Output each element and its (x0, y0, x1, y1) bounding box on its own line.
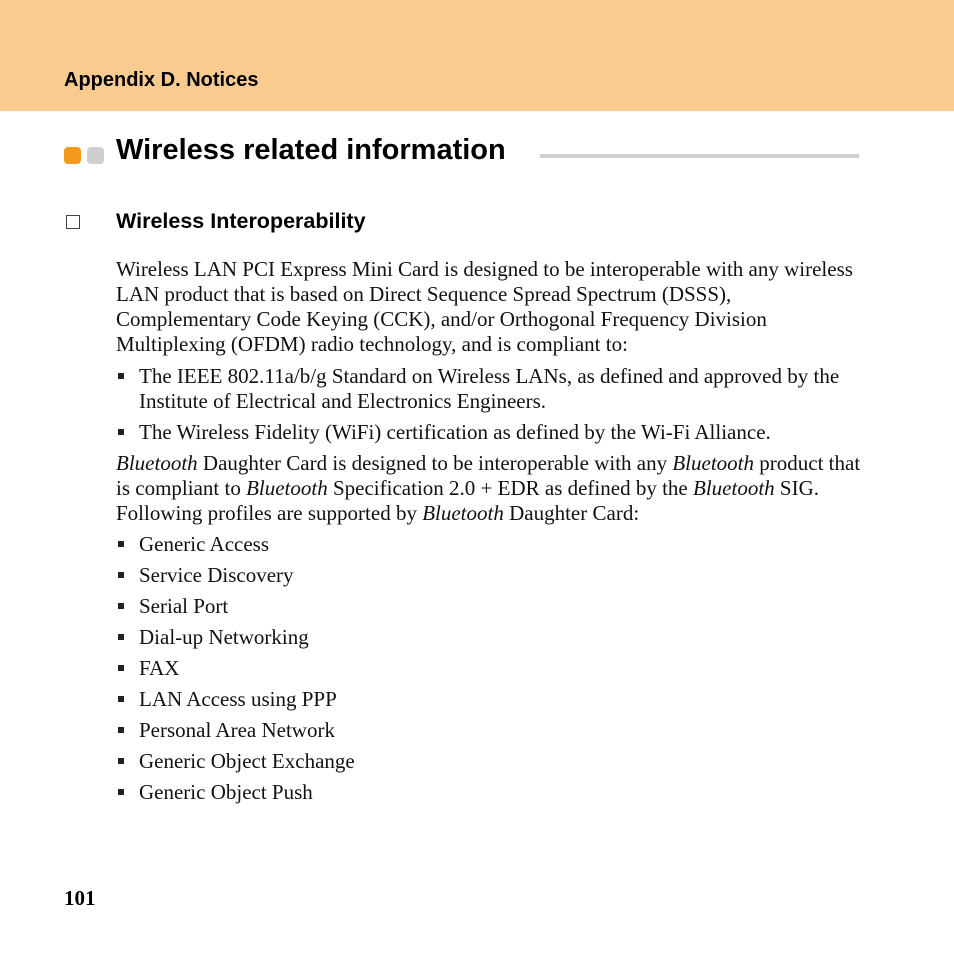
text-span: Specification 2.0 + EDR as defined by the (327, 476, 693, 500)
body-content (116, 257, 866, 811)
square-bullet-icon (66, 215, 80, 229)
text-span: product that is compliant to (116, 451, 861, 500)
bluetooth-term: Bluetooth (693, 476, 775, 500)
standards-list (116, 364, 866, 445)
list-item: Personal Area Network (116, 718, 866, 743)
list-item: Service Discovery (116, 563, 866, 588)
bluetooth-term: Bluetooth (116, 451, 198, 475)
paragraph-interoperability: Wireless LAN PCI Express Mini Card is designed to be interoperable with any wireless LAN product that is based on Direct Sequence Spread Spectrum (DSSS), Complementary Code Keying (CCK), and/or Orthogonal Frequency Division Multiplexing (OFDM) radio technology, and is compliant to: (116, 257, 853, 356)
title-rule (540, 154, 859, 158)
list-item: Serial Port (116, 594, 866, 619)
page-number: 101 (64, 886, 96, 910)
bluetooth-term: Bluetooth (246, 476, 328, 500)
text-span: SIG. Following profiles are supported by (116, 476, 819, 525)
orange-square-icon (64, 147, 81, 164)
header-title: Appendix D. Notices (64, 69, 259, 91)
list-item: Dial-up Networking (116, 625, 866, 650)
list-item: The Wireless Fidelity (WiFi) certification as defined by the Wi-Fi Alliance. (116, 420, 866, 445)
list-item: FAX (116, 656, 866, 681)
header-band (0, 0, 954, 111)
section-title: Wireless related information (116, 134, 506, 166)
bluetooth-term: Bluetooth (672, 451, 755, 475)
list-item: LAN Access using PPP (116, 687, 866, 712)
list-item: The IEEE 802.11a/b/g Standard on Wireless LANs, as defined and approved by the Institute of Electrical and Electronics Engineers. (116, 364, 866, 414)
text-span: Daughter Card is designed to be interoperable with any (197, 451, 673, 475)
subsection-title: Wireless Interoperability (116, 209, 366, 233)
list-item: Generic Object Exchange (116, 749, 866, 774)
gray-square-icon (87, 147, 104, 164)
list-item: Generic Access (116, 532, 866, 557)
paragraph-bluetooth (116, 451, 866, 526)
bluetooth-term: Bluetooth (422, 501, 504, 525)
list-item: Generic Object Push (116, 780, 866, 805)
text-span: Daughter Card: (503, 501, 640, 525)
profiles-list (116, 532, 866, 805)
